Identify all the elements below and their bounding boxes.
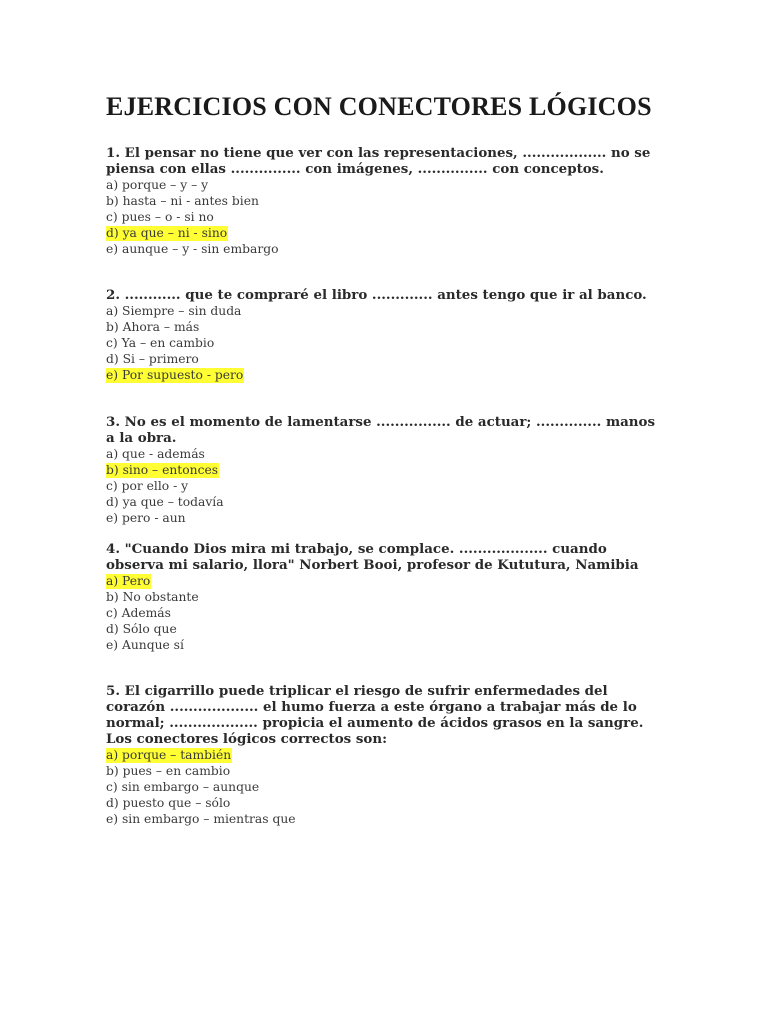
- option-item: [106, 177, 666, 193]
- option-label: c) por ello - y: [106, 479, 189, 493]
- option-item: [106, 621, 666, 637]
- option-label: e) sin embargo – mientras que: [106, 812, 296, 826]
- option-label: e) aunque – y - sin embargo: [106, 242, 279, 256]
- option-item: [106, 209, 666, 225]
- option-item: [106, 367, 666, 383]
- question-4: [106, 541, 666, 653]
- question-5: [106, 683, 666, 827]
- option-label: d) ya que – todavía: [106, 495, 224, 509]
- option-item: [106, 637, 666, 653]
- question-text: 2. ............ que te compraré el libro ............. antes tengo que ir al banco.: [106, 287, 647, 303]
- option-label: e) Por supuesto - pero: [106, 368, 244, 382]
- option-label: c) sin embargo – aunque: [106, 780, 260, 794]
- option-list: [106, 747, 666, 827]
- option-item: [106, 319, 666, 335]
- question-1: [106, 145, 666, 257]
- option-item: [106, 573, 666, 589]
- option-item: [106, 763, 666, 779]
- option-item: [106, 605, 666, 621]
- option-label: a) porque – también: [106, 748, 232, 762]
- option-item: [106, 335, 666, 351]
- option-label: a) Siempre – sin duda: [106, 304, 242, 318]
- option-item: [106, 193, 666, 209]
- option-label: b) hasta – ni - antes bien: [106, 194, 259, 208]
- option-item: [106, 446, 666, 462]
- question-3: [106, 414, 666, 526]
- question-text: 3. No es el momento de lamentarse ................ de actuar; .............. manos a la obra.: [106, 414, 655, 446]
- question-text: 4. "Cuando Dios mira mi trabajo, se complace. ................... cuando observa mi salario, llora" Norbert Booi, profesor de Kututura, Namibia: [106, 541, 639, 573]
- question-text: 1. El pensar no tiene que ver con las representaciones, .................. no se piensa con ellas ............... con imágenes, ............... con conceptos.: [106, 145, 651, 177]
- option-item: [106, 589, 666, 605]
- question-text: 5. El cigarrillo puede triplicar el riesgo de sufrir enfermedades del corazón ................... el humo fuerza a este órgano a trabajar más de lo normal; ................... propicia el aumento de ácidos grasos en la sangre.: [106, 683, 644, 731]
- option-label: e) pero - aun: [106, 511, 186, 525]
- option-item: [106, 478, 666, 494]
- option-item: [106, 795, 666, 811]
- option-label: b) pues – en cambio: [106, 764, 231, 778]
- option-item: [106, 241, 666, 257]
- option-label: d) ya que – ni - sino: [106, 226, 228, 240]
- question-subtext: Los conectores lógicos correctos son:: [106, 731, 388, 747]
- option-item: [106, 462, 666, 478]
- option-item: [106, 225, 666, 241]
- option-label: a) porque – y – y: [106, 178, 209, 192]
- page-title: EJERCICIOS CON CONECTORES LÓGICOS: [106, 92, 652, 121]
- option-label: c) Ya – en cambio: [106, 336, 215, 350]
- option-list: [106, 446, 666, 526]
- option-label: a) que - además: [106, 447, 205, 461]
- option-label: e) Aunque sí: [106, 638, 184, 652]
- option-label: b) No obstante: [106, 590, 199, 604]
- option-item: [106, 494, 666, 510]
- option-list: [106, 303, 666, 383]
- question-2: [106, 287, 666, 383]
- option-label: d) puesto que – sólo: [106, 796, 231, 810]
- option-item: [106, 303, 666, 319]
- option-list: [106, 573, 666, 653]
- option-item: [106, 779, 666, 795]
- option-label: c) pues – o - si no: [106, 210, 214, 224]
- option-item: [106, 811, 666, 827]
- option-label: d) Sólo que: [106, 622, 177, 636]
- option-item: [106, 351, 666, 367]
- option-label: c) Además: [106, 606, 171, 620]
- option-label: a) Pero: [106, 574, 151, 588]
- option-list: [106, 177, 666, 257]
- option-item: [106, 747, 666, 763]
- option-label: b) sino – entonces: [106, 463, 219, 477]
- option-label: b) Ahora – más: [106, 320, 200, 334]
- option-label: d) Si – primero: [106, 352, 199, 366]
- option-item: [106, 510, 666, 526]
